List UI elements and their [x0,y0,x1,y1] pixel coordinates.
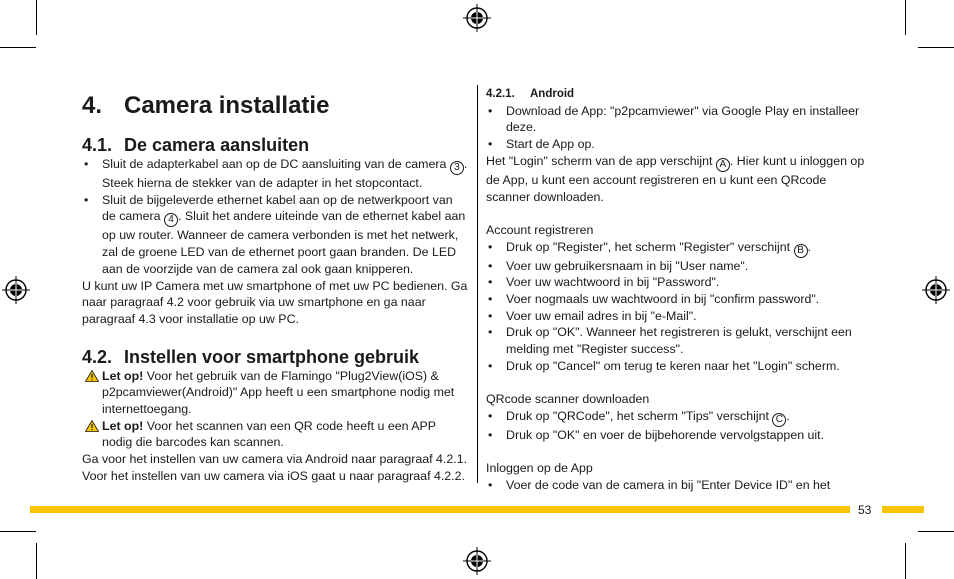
section-number: 4.1. [82,135,113,155]
list-item: • Start de App op. [486,136,872,153]
crop-mark [0,47,36,48]
list-item: • Voer uw wachtwoord in bij "Password". [486,274,872,291]
crop-mark [36,543,37,579]
list-item: • Download de App: "p2pcamviewer" via Google Play en installeer deze. [486,103,872,136]
registration-mark-icon [922,276,950,304]
callout-ref: A [716,158,730,172]
section-heading [82,346,468,368]
list-item: • Voer uw gebruikersnaam in bij "User name". [486,258,872,275]
crop-mark [905,543,906,579]
crop-mark [905,0,906,35]
bullet-list [486,103,872,153]
warning-triangle-icon [85,370,99,382]
callout-ref: 4 [164,213,178,227]
chapter-title: Camera installatie [124,92,330,119]
list-item: • Sluit de bijgeleverde ethernet kabel aan op de netwerkpoort van de camera 4 . Sluit het andere uiteinde van de ethernet kabel aan op uw router. Wanneer de camera verbonden is met het netwerk, zal de groene LED van de ethernet poort gaan branden. De LED aan de voorzijde van de camera zal ook gaan knipperen. [82,192,468,278]
section-heading [82,134,468,156]
paragraph: Het "Login" scherm van de app verschijnt A . Hier kunt u inloggen op de App, u kunt een account registreren en u kunt een QRcode scanner downloaden. [486,153,865,204]
bullet-list [82,156,468,278]
list-item: • Voer uw email adres in bij "e-Mail". [486,308,872,325]
list-item: • Druk op "OK" en voer de bijbehorende vervolgstappen uit. [486,427,872,444]
right-column [486,86,872,494]
subheading: Account registreren [486,222,594,237]
paragraph: Ga voor het instellen van uw camera via Android naar paragraaf 4.2.1. Voor het instellen van uw camera via iOS gaat u naar paragraaf 4.2.2. [82,452,468,483]
callout-ref: B [794,244,808,258]
list-item: • Druk op "OK". Wanneer het registreren is gelukt, verschijnt een melding met "Register success". [486,324,872,357]
bullet-list [486,477,872,494]
footer-bar [30,506,850,513]
crop-mark [918,531,954,532]
subheading: QRcode scanner downloaden [486,392,650,407]
footer-bar [882,506,924,513]
registration-mark-icon [463,547,491,575]
callout-ref: 3 [450,161,464,175]
section-number: 4.2. [82,346,113,367]
subheading: Inloggen op de App [486,461,593,476]
list-item: • Druk op "Cancel" om terug te keren naar het "Login" scherm. [486,358,872,375]
subsection-title: Android [530,88,575,100]
crop-mark [918,47,954,48]
section-title: De camera aansluiten [124,135,310,155]
bullet-list [486,408,872,444]
list-item: • Druk op "QRCode", het scherm "Tips" verschijnt C . [486,408,872,427]
warning-note: Let op! Voor het scannen van een QR code heeft u een APP nodig die barcodes kan scannen. [82,418,468,451]
bullet-list [486,239,872,375]
warning-triangle-icon [85,420,99,432]
paragraph: U kunt uw IP Camera met uw smartphone of met uw PC bedienen. Ga naar paragraaf 4.2 voor gebruik via uw smartphone en ga naar paragraaf 4.3 voor installatie op uw PC. [82,278,468,326]
registration-mark-icon [2,276,30,304]
callout-ref: C [772,413,786,427]
chapter-number: 4. [82,92,103,119]
subsection-heading [486,86,872,103]
warning-note: Let op! Voor het gebruik van de Flamingo "Plug2View(iOS) & p2pcamviewer(Android)" App heeft u een smartphone nodig met internettoegang. [82,368,468,418]
subsection-number: 4.2.1. [486,88,515,100]
list-item: • Druk op "Register", het scherm "Register" verschijnt B . [486,239,872,258]
registration-mark-icon [463,4,491,32]
page-number: 53 [858,503,872,517]
warning-label: Let op! [102,418,144,433]
crop-mark [0,531,36,532]
list-item: • Sluit de adapterkabel aan op de DC aansluiting van de camera 3 . Steek hierna de stekker van de adapter in het stopcontact. [82,156,468,192]
chapter-heading [82,92,468,120]
list-item: • Voer de code van de camera in bij "Enter Device ID" en het [486,477,872,494]
crop-mark [36,0,37,35]
list-item: • Voer nogmaals uw wachtwoord in bij "confirm password". [486,291,872,308]
left-column [82,92,468,485]
column-divider [477,85,478,483]
warning-label: Let op! [102,368,144,383]
section-title: Instellen voor smartphone gebruik [124,346,420,367]
